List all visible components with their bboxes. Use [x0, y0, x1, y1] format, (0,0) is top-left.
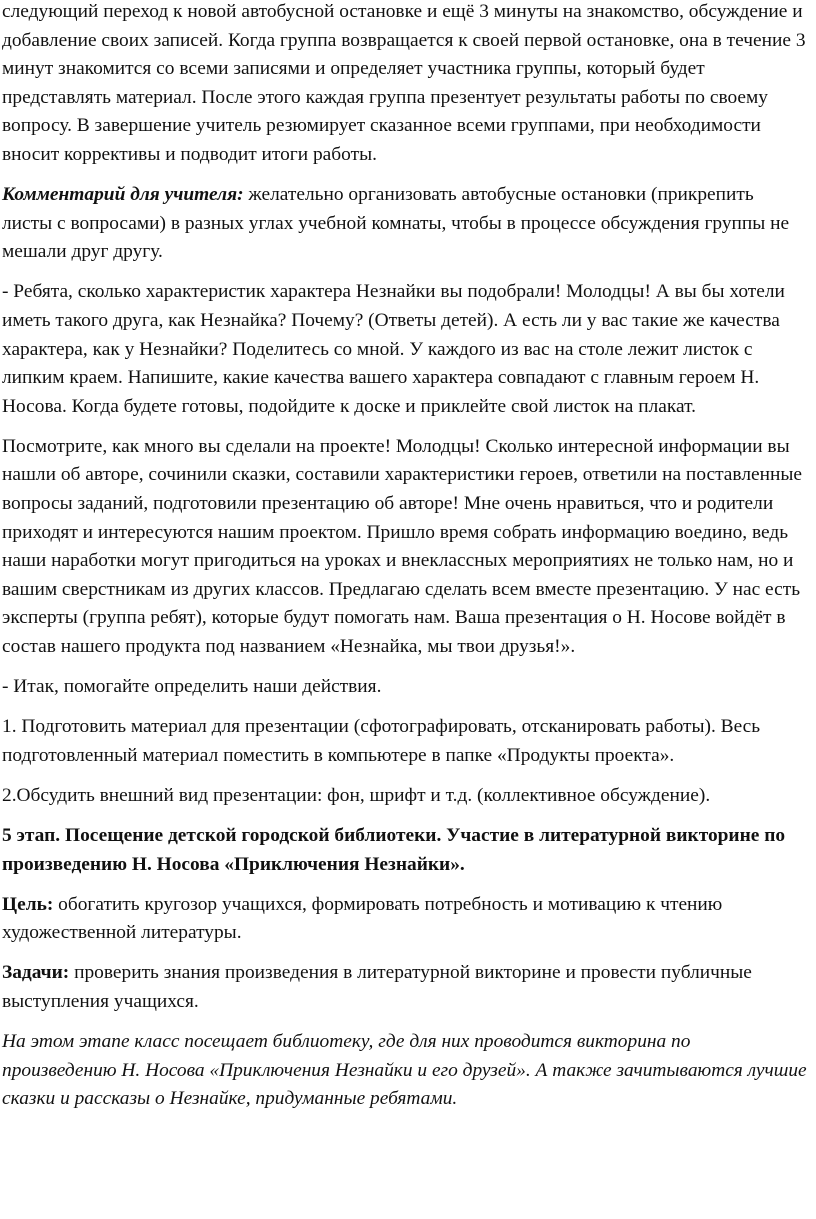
paragraph-teacher-comment: [2, 181, 808, 267]
stage-5-heading: 5 этап. Посещение детской городской библиотеки. Участие в литературной викторине по произведению Н. Носова «Приключения Незнайки».: [2, 824, 786, 875]
paragraph-actions-intro: - Итак, помогайте определить наши действия.: [2, 676, 382, 698]
teacher-comment-label: Комментарий для учителя:: [2, 184, 244, 206]
goal-label: Цель:: [2, 893, 54, 915]
list-item-2: 2.Обсудить внешний вид презентации: фон, шрифт и т.д. (коллективное обсуждение).: [2, 784, 711, 806]
paragraph-project-summary: Посмотрите, как много вы сделали на проекте! Молодцы! Сколько интересной информации вы нашли об авторе, сочинили сказки, составили характеристики героев, ответили на поставленные вопросы заданий, подготовили презентацию об авторе! Мне очень нравиться, что и родители приходят и интересуются нашим проектом. Пришло время собрать информацию воедино, ведь наши наработки могут пригодиться на уроках и внеклассных мероприятиях не только нам, но и вашим сверстникам из других классов. Предлагаю сделать всем вместе презентацию. У нас есть эксперты (группа ребят), которые будут помогать нам. Ваша презентация о Н. Носове войдёт в состав нашего продукта под названием «Незнайка, мы твои друзья!».: [2, 435, 802, 657]
tasks-text: проверить знания произведения в литературной викторине и провести публичные выступления учащихся.: [2, 962, 752, 1012]
goal-text: обогатить кругозор учащихся, формировать потребность и мотивацию к чтению художественной литературы.: [2, 893, 723, 944]
list-item-1: 1. Подготовить материал для презентации (сфотографировать, отсканировать работы). Весь подготовленный материал поместить в компьютере в папке «Продукты проекта».: [2, 716, 761, 766]
tasks-label: Задачи:: [2, 962, 70, 984]
paragraph-library-visit: На этом этапе класс посещает библиотеку, где для них проводится викторина по произведению Н. Носова «Приключения Незнайки и его друзей». А также зачитываются лучшие сказки и рассказы о Незнайке, придуманные ребятами.: [2, 1031, 807, 1110]
teacher-comment-text: желательно организовать автобусные остановки (прикрепить листы с вопросами) в разных углах учебной комнаты, чтобы в процессе обсуждения группы не мешали друг другу.: [2, 184, 790, 263]
paragraph-goal: [2, 891, 808, 948]
paragraph-tasks: [2, 959, 808, 1016]
paragraph-group-rotation: следующий переход к новой автобусной остановке и ещё 3 минуты на знакомство, обсуждение и добавление своих записей. Когда группа возвращается к своей первой остановке, она в течение 3 минут знакомится со всеми записями и определяет участника группы, который будет представлять материал. После этого каждая группа презентует результаты работы по своему вопросу. В завершение учитель резюмирует сказанное всеми группами, при необходимости вносит коррективы и подводит итоги работы.: [2, 1, 806, 165]
paragraph-neznaika-traits: - Ребята, сколько характеристик характера Незнайки вы подобрали! Молодцы! А вы бы хотели иметь такого друга, как Незнайка? Почему? (Ответы детей). А есть ли у вас такие же качества характера, как у Незнайки? Поделитесь со мной. У каждого из вас на столе лежит листок с липким краем. Напишите, какие качества вашего характера совпадают с главным героем Н. Носова. Когда будете готовы, подойдите к доске и приклейте свой листок на плакат.: [2, 281, 785, 417]
